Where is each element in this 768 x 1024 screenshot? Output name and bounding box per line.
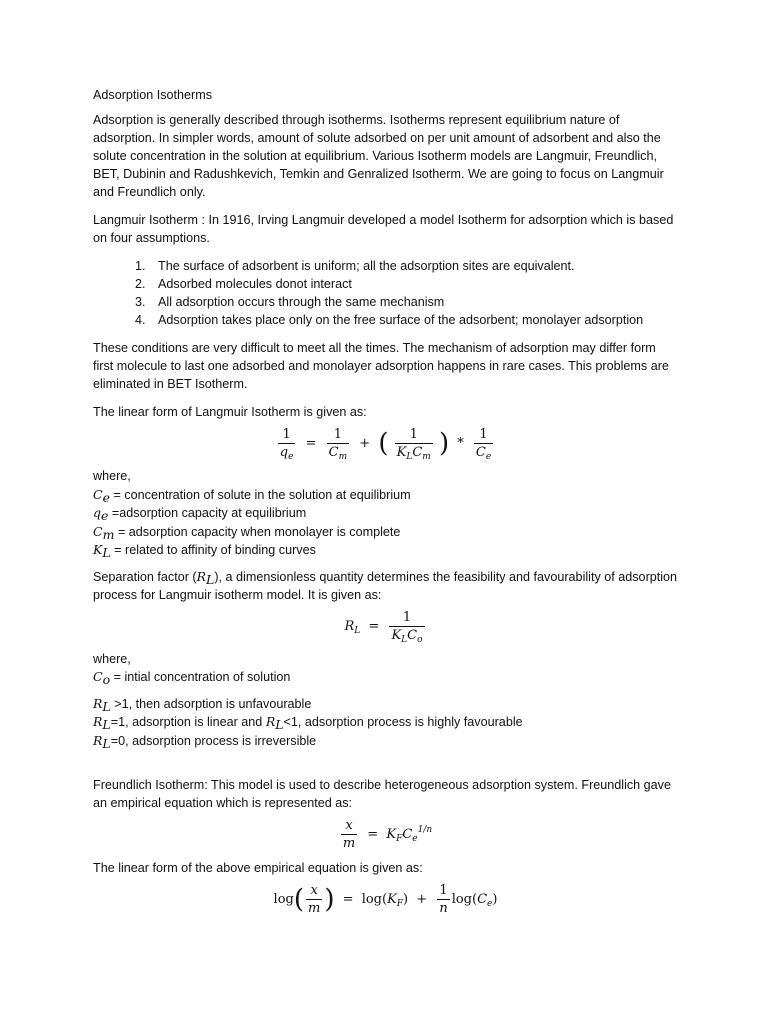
freundlich-intro: Freundlich Isotherm: This model is used to describe heterogeneous adsorption system. Freundlich gave an empirical equation which is represented as: bbox=[93, 778, 671, 810]
definition-qe: $q_e$ =adsorption capacity at equilibrium bbox=[93, 505, 307, 523]
where-label: where, bbox=[93, 469, 131, 483]
rl-case-linear: $R_L=1$, adsorption is linear and $R_L<1$, adsorption process is highly favourable bbox=[93, 714, 523, 732]
where-label: where, bbox=[93, 651, 131, 666]
separation-factor-paragraph: Separation factor $(R_L)$, a dimensionless quantity determines the feasibility and favourability of adsorption process for Langmuir isotherm model. It is given as: bbox=[93, 568, 678, 602]
rl-cases bbox=[93, 695, 678, 751]
rl-case-irreversible: $R_L=0$, adsorption process is irreversible bbox=[93, 732, 317, 751]
definition-kl: $K_L$ = related to affinity of binding curves bbox=[93, 542, 316, 560]
langmuir-intro: Langmuir Isotherm : In 1916, Irving Langmuir developed a model Isotherm for adsorption which is based on four assumptions. bbox=[93, 213, 674, 245]
list-item: 2. Adsorbed molecules donot interact bbox=[135, 277, 352, 291]
separation-factor-equation: $R_L$ = $\frac{1}{K_LC_o}$ bbox=[344, 609, 423, 645]
list-item: 1. The surface of adsorbent is uniform; all the adsorption sites are equivalent. bbox=[135, 259, 575, 273]
list-item: 4. Adsorption takes place only on the free surface of the adsorbent; monolayer adsorption bbox=[135, 313, 644, 327]
langmuir-linear-intro: The linear form of Langmuir Isotherm is given as: bbox=[93, 405, 367, 419]
definition-cm: $C_m$ = adsorption capacity when monolayer is complete bbox=[93, 523, 401, 542]
conditions-paragraph: These conditions are very difficult to meet all the times. The mechanism of adsorption may differ form first molecule to last one adsorbed and monolayer adsorption happens in rare cases. This problems are eliminated in BET Isotherm. bbox=[93, 341, 669, 391]
document-page bbox=[93, 86, 678, 924]
intro-paragraph: Adsorption is generally described through isotherms. Isotherms represent equilibrium nature of adsorption. In simpler words, amount of solute adsorbed on per unit amount of adsorbent and also the solute concentration in the solution at equilibrium. Various Isotherm models are Langmuir, Freundlich, BET, Dubinin and Radushkevich, Temkin and Genralized Isotherm. We are going to focus on Langmuir and Freundlich only. bbox=[93, 113, 664, 199]
langmuir-definitions bbox=[93, 468, 678, 560]
initial-concentration-definition bbox=[93, 651, 678, 687]
definition-ce: $C_e$ = concentration of solute in the solution at equilibrium bbox=[93, 486, 411, 505]
definition-co: $C_o$ = intial concentration of solution bbox=[93, 669, 291, 687]
freundlich-linear-intro: The linear form of the above empirical equation is given as: bbox=[93, 861, 423, 875]
freundlich-equation: $\frac{x}{m}$ = $K_FC_e^{1/n}$ bbox=[342, 818, 433, 851]
langmuir-linear-equation: $\frac{1}{q_e}$ = $\frac{1}{C_m}$ + ( $\frac{1}{K_LC_m}$ ) * $\frac{1}{C_e}$ bbox=[279, 427, 492, 462]
freundlich-linear-equation: log( $\frac{x}{m}$ ) = $\log(K_F)$ + $\frac{1}{n}$ $\log(C_e)$ bbox=[273, 883, 498, 916]
document-title: Adsorption Isotherms bbox=[93, 88, 212, 102]
rl-case-unfavourable: $R_L >1$, then adsorption is unfavourable bbox=[93, 695, 312, 714]
assumptions-list bbox=[93, 257, 678, 329]
list-item: 3. All adsorption occurs through the same mechanism bbox=[135, 295, 445, 309]
